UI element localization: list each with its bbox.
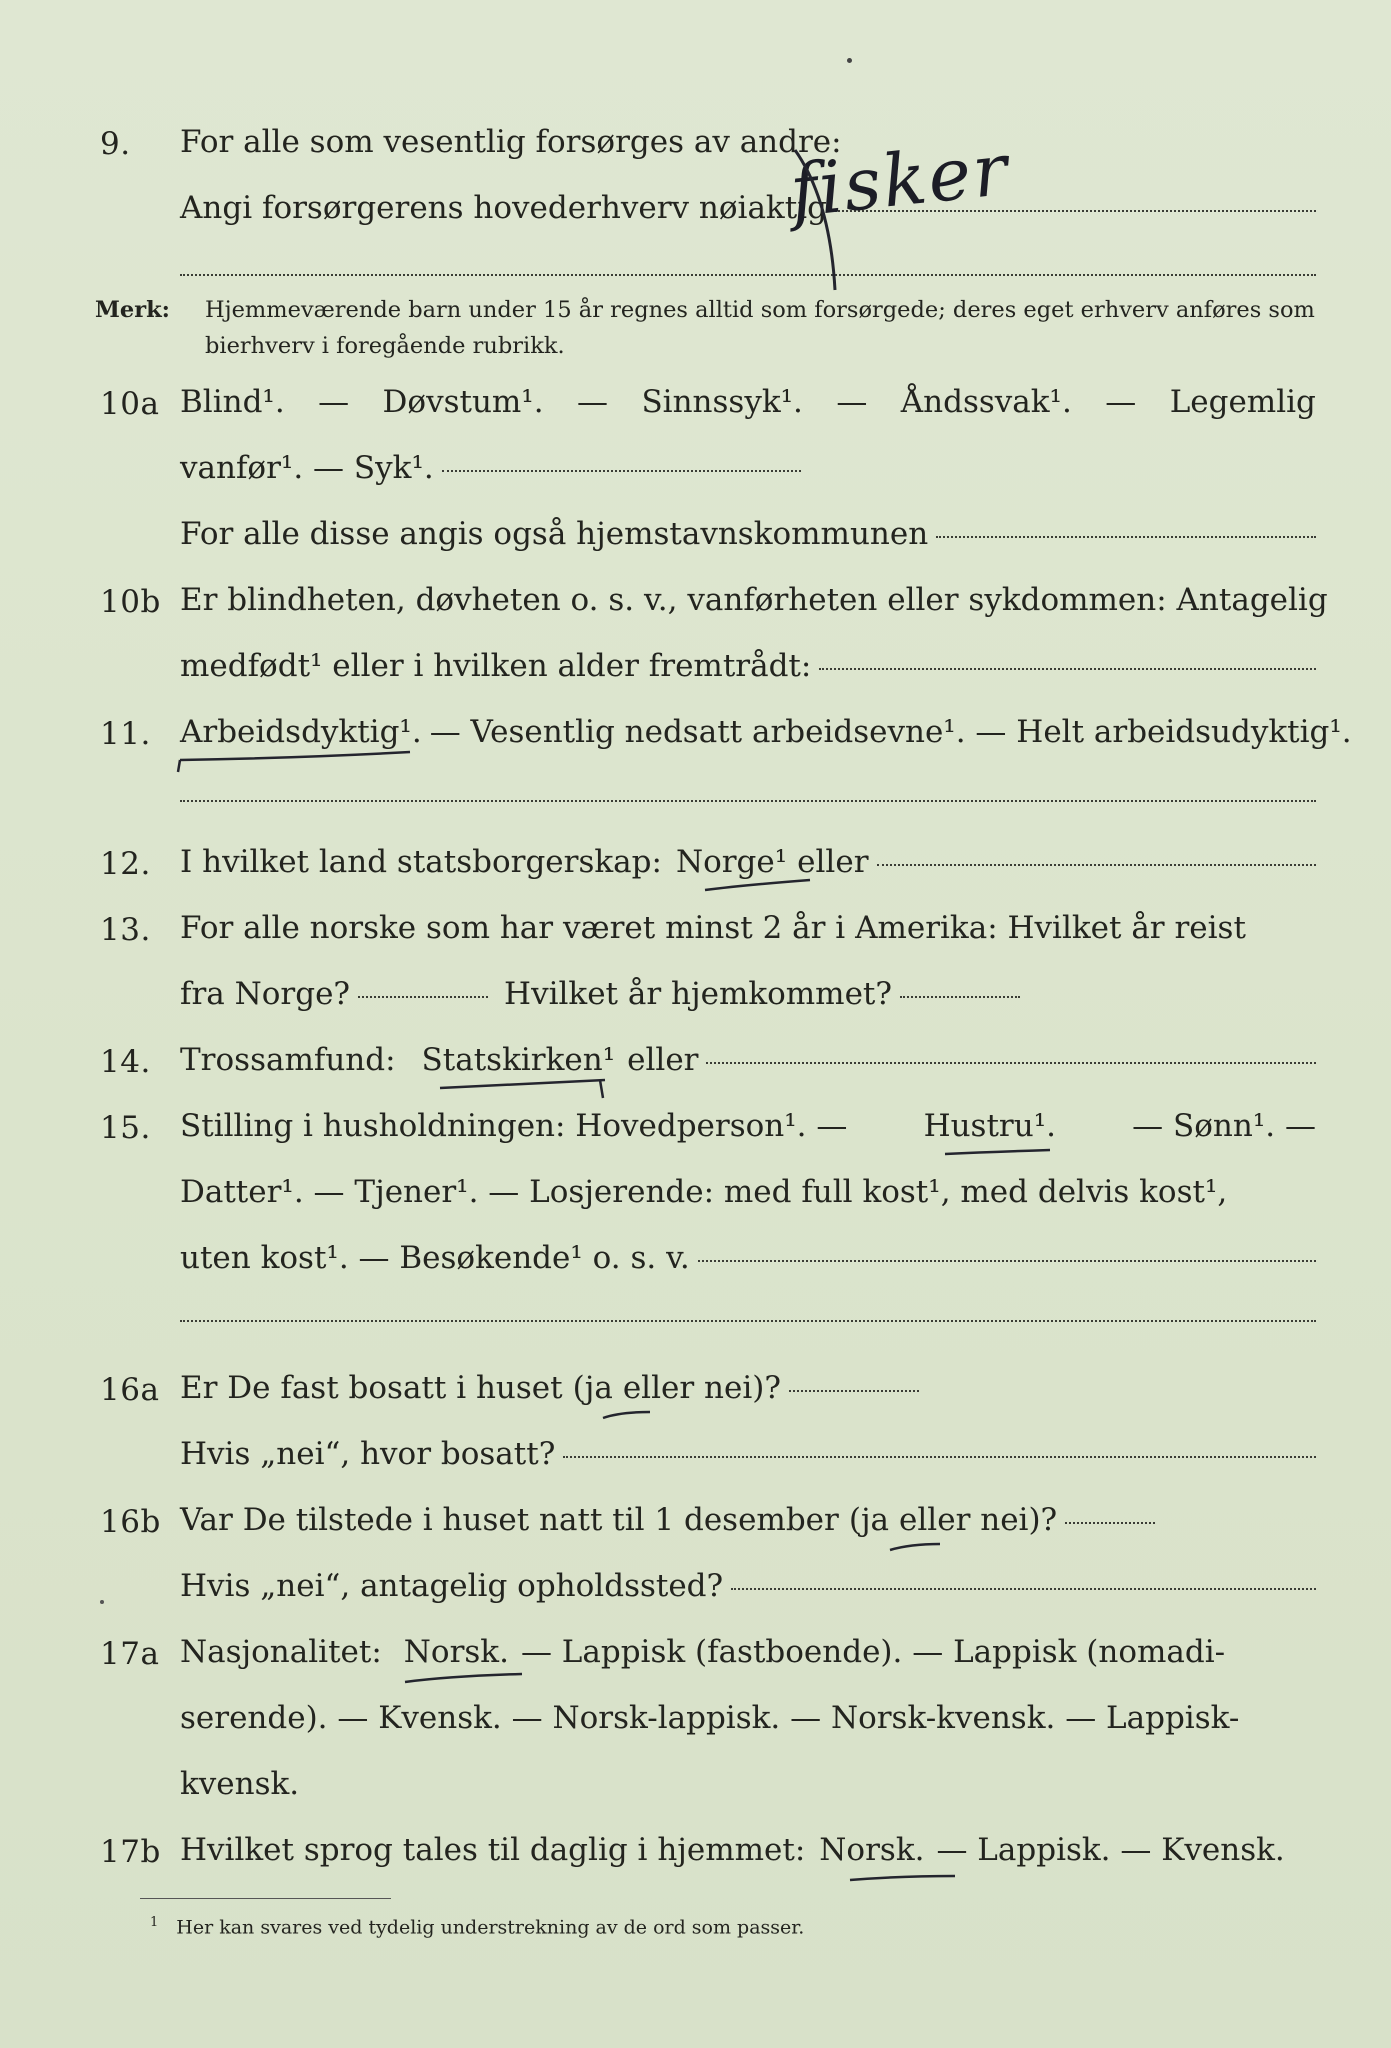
footnote-text: Her kan svares ved tydelig understrekning av de ord som passer. xyxy=(176,1916,805,1939)
pen-underline xyxy=(603,1412,650,1418)
option-hustru[interactable]: Hustru¹. xyxy=(923,1108,1056,1144)
question-text: medfødt¹ eller i hvilken alder fremtrådt: xyxy=(180,648,812,684)
question-text: Er De fast bosatt i huset xyxy=(180,1370,563,1406)
question-text: fra Norge? xyxy=(180,976,351,1012)
pen-underline xyxy=(705,880,810,890)
separator: — xyxy=(577,384,609,420)
question-number: 16b xyxy=(100,1504,161,1540)
question-text: — Sønn¹. — xyxy=(1132,1108,1316,1144)
question-number: 14. xyxy=(100,1044,151,1080)
option-norsk[interactable]: Norsk. xyxy=(819,1832,925,1868)
question-text: Hvilket år hjemkommet? xyxy=(504,976,893,1012)
pen-stroke xyxy=(178,760,180,772)
separator: — xyxy=(836,384,868,420)
question-text: For alle som vesentlig forsørges av andre: xyxy=(180,124,842,160)
pen-underline xyxy=(405,1674,522,1682)
separator: — xyxy=(318,384,350,420)
note-text: Hjemmeværende barn under 15 år regnes alltid som forsørgede; deres eget erhverv anføres som bierhverv i foregående rubrikk. xyxy=(205,297,1315,359)
question-text: Trossamfund: xyxy=(180,1042,396,1078)
question-number: 17a xyxy=(100,1636,160,1672)
option-andssvak[interactable]: Åndssvak¹. xyxy=(900,384,1072,420)
question-text: eller nei)? xyxy=(622,1370,781,1406)
question-text: serende). — Kvensk. — Norsk-lappisk. — Norsk-kvensk. — Lappisk- xyxy=(180,1700,1240,1736)
question-number: 10b xyxy=(100,584,161,620)
question-text: eller nei)? xyxy=(899,1502,1058,1538)
pen-underline xyxy=(890,1544,940,1550)
question-number: 17b xyxy=(100,1834,161,1870)
option-arbeidsdyktig[interactable]: Arbeidsdyktig¹. xyxy=(180,714,422,750)
question-number: 15. xyxy=(100,1110,151,1146)
footnote-mark: 1 xyxy=(150,1915,159,1930)
question-text: Datter¹. — Tjener¹. — Losjerende: med full kost¹, med delvis kost¹, xyxy=(180,1174,1228,1210)
question-text: Er blindheten, døvheten o. s. v., vanførheten eller sykdommen: Antagelig xyxy=(180,582,1328,618)
question-text: Nasjonalitet: xyxy=(180,1634,382,1670)
question-text: — Lappisk. — Kvensk. xyxy=(936,1832,1285,1868)
option-dovstum[interactable]: Døvstum¹. xyxy=(382,384,544,420)
question-number: 9. xyxy=(100,126,131,162)
question-text: eller xyxy=(797,844,869,880)
question-number: 11. xyxy=(100,716,151,752)
question-text: vanfør¹. — Syk¹. xyxy=(180,450,434,486)
question-text: uten kost¹. — Besøkende¹ o. s. v. xyxy=(180,1240,690,1276)
option-ja[interactable]: (ja xyxy=(572,1370,613,1406)
pen-underline xyxy=(440,1080,605,1088)
option-norsk[interactable]: Norsk. xyxy=(403,1634,509,1670)
question-text: — Lappisk (fastboende). — Lappisk (nomadi- xyxy=(520,1634,1226,1670)
question-number: 16a xyxy=(100,1372,160,1408)
question-text: For alle norske som har været minst 2 år i Amerika: Hvilket år reist xyxy=(180,910,1246,946)
option-ja[interactable]: (ja xyxy=(848,1502,890,1538)
pen-underline xyxy=(850,1876,955,1880)
question-text: I hvilket land statsborgerskap: xyxy=(180,844,662,880)
question-number: 13. xyxy=(100,912,151,948)
option-blind[interactable]: Blind¹. xyxy=(180,384,285,420)
question-text: eller xyxy=(627,1042,699,1078)
question-text: For alle disse angis også hjemstavnskommunen xyxy=(180,516,929,552)
question-number: 12. xyxy=(100,846,151,882)
question-number: 10a xyxy=(100,386,160,422)
question-text: Angi forsørgerens hovederhverv nøiaktig xyxy=(180,190,827,226)
option-legemlig[interactable]: Legemlig xyxy=(1169,384,1316,420)
option-sinnssyk[interactable]: Sinnssyk¹. xyxy=(641,384,803,420)
question-text: Hvis „nei“, hvor bosatt? xyxy=(180,1436,556,1472)
handwritten-answer: fisker xyxy=(786,126,1014,234)
option-statskirken[interactable]: Statskirken¹ xyxy=(421,1042,616,1078)
pen-stroke xyxy=(795,150,835,290)
question-text: Hvilket sprog tales til daglig i hjemmet: xyxy=(180,1832,806,1868)
pen-underline xyxy=(180,752,410,760)
note-label: Merk: xyxy=(95,297,170,323)
question-text: Stilling i husholdningen: Hovedperson¹. — xyxy=(180,1108,848,1144)
question-text: kvensk. xyxy=(180,1766,300,1802)
option-norge[interactable]: Norge¹ xyxy=(675,844,788,880)
question-text: Var De tilstede i huset natt til 1 desember xyxy=(180,1502,839,1538)
question-text: — Vesentlig nedsatt arbeidsevne¹. — Helt arbeidsudyktig¹. xyxy=(429,714,1352,750)
separator: — xyxy=(1105,384,1137,420)
pen-stroke xyxy=(600,1080,603,1098)
question-text: Hvis „nei“, antagelig opholdssted? xyxy=(180,1568,724,1604)
pen-underline xyxy=(945,1150,1050,1154)
